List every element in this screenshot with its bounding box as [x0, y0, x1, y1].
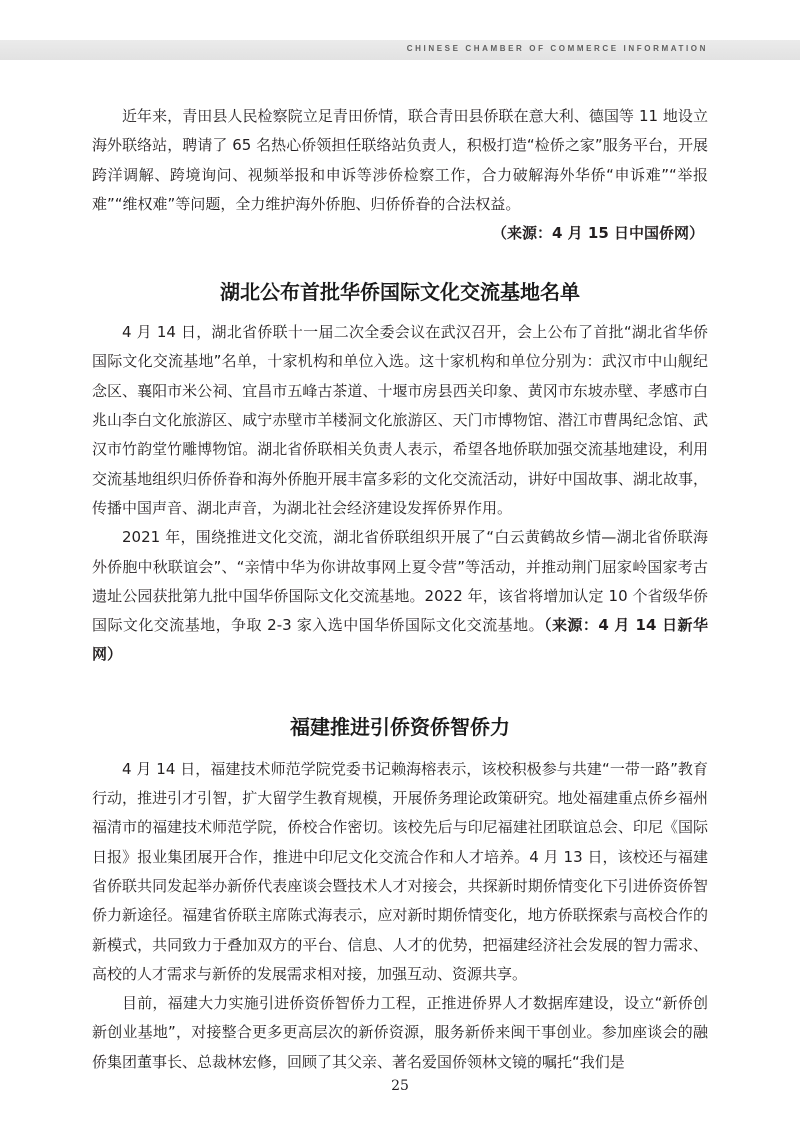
page-number: 25 [391, 1078, 409, 1094]
article-hubei-paragraph-2-text: 2021 年，围绕推进文化交流，湖北省侨联组织开展了“白云黄鹤故乡情—湖北省侨联海外侨胞中秋联谊会”、“亲情中华为你讲故事网上夏令营”等活动，并推动荆门屈家岭国家考古遗址公园获批第九批中国华侨国际文化交流基地。2022 年，该省将增加认定 10 个省级华侨国际文化交流基地，争取 2-3 家入选中国华侨国际文化交流基地。 [92, 528, 708, 635]
intro-paragraph: 近年来，青田县人民检察院立足青田侨情，联合青田县侨联在意大利、德国等 11 地设立海外联络站，聘请了 65 名热心侨领担任联络站负责人，积极打造“检侨之家”服务平台，开展跨洋调解、跨境询问、视频举报和申诉等涉侨检察工作，合力破解海外华侨“申诉难”“举报难”“维权难”等问题，全力维护海外侨胞、归侨侨眷的合法权益。 [92, 107, 708, 213]
intro-source: （来源：4 月 15 日中国侨网） [492, 224, 704, 243]
article-fujian-title: 福建推进引侨资侨智侨力 [290, 714, 510, 739]
publication-header: CHINESE CHAMBER OF COMMERCE INFORMATION [406, 44, 708, 53]
article-hubei-paragraph-2 [92, 523, 708, 669]
article-fujian-paragraph-1: 4 月 14 日，福建技术师范学院党委书记赖海榕表示，该校积极参与共建“一带一路”教育行动，推进引才引智，扩大留学生教育规模，开展侨务理论政策研究。地处福建重点侨乡福州福清市的福建技术师范学院，侨校合作密切。该校先后与印尼福建社团联谊总会、印尼《国际日报》报业集团展开合作，推进中印尼文化交流合作和人才培养。4 月 13 日，该校还与福建省侨联共同发起举办新侨代表座谈会暨技术人才对接会，共探新时期侨情变化下引进侨资侨智侨力新途径。福建省侨联主席陈式海表示，应对新时期侨情变化，地方侨联探索与高校合作的新模式，共同致力于叠加双方的平台、信息、人才的优势，把福建经济社会发展的智力需求、高校的人才需求与新侨的发展需求相对接，加强互动、资源共享。 [92, 759, 708, 983]
article-hubei-title: 湖北公布首批华侨国际文化交流基地名单 [220, 280, 580, 305]
header-band [0, 40, 800, 60]
article-fujian-paragraph-2: 目前，福建大力实施引进侨资侨智侨力工程，正推进侨界人才数据库建设，设立“新侨创新创业基地”，对接整合更多更高层次的新侨资源，服务新侨来闽干事创业。参加座谈会的融侨集团董事长、总裁林宏修，回顾了其父亲、著名爱国侨领林文镜的嘱托“我们是 [92, 994, 708, 1071]
page-content [92, 102, 708, 1077]
article-hubei-source: （来源：4 月 14 日新华网） [92, 616, 708, 664]
article-hubei-paragraph-1: 4 月 14 日，湖北省侨联十一届二次全委会议在武汉召开，会上公布了首批“湖北省华侨国际文化交流基地”名单，十家机构和单位入选。这十家机构和单位分别为：武汉市中山舰纪念区、襄阳市米公祠、宜昌市五峰古茶道、十堰市房县西关印象、黄冈市东坡赤壁、孝感市白兆山李白文化旅游区、咸宁赤壁市羊楼洞文化旅游区、天门市博物馆、潜江市曹禺纪念馆、武汉市竹韵堂竹雕博物馆。湖北省侨联相关负责人表示，希望各地侨联加强交流基地建设，利用交流基地组织归侨侨眷和海外侨胞开展丰富多彩的文化交流活动，讲好中国故事、湖北故事，传播中国声音、湖北声音，为湖北社会经济建设发挥侨界作用。 [92, 323, 708, 517]
